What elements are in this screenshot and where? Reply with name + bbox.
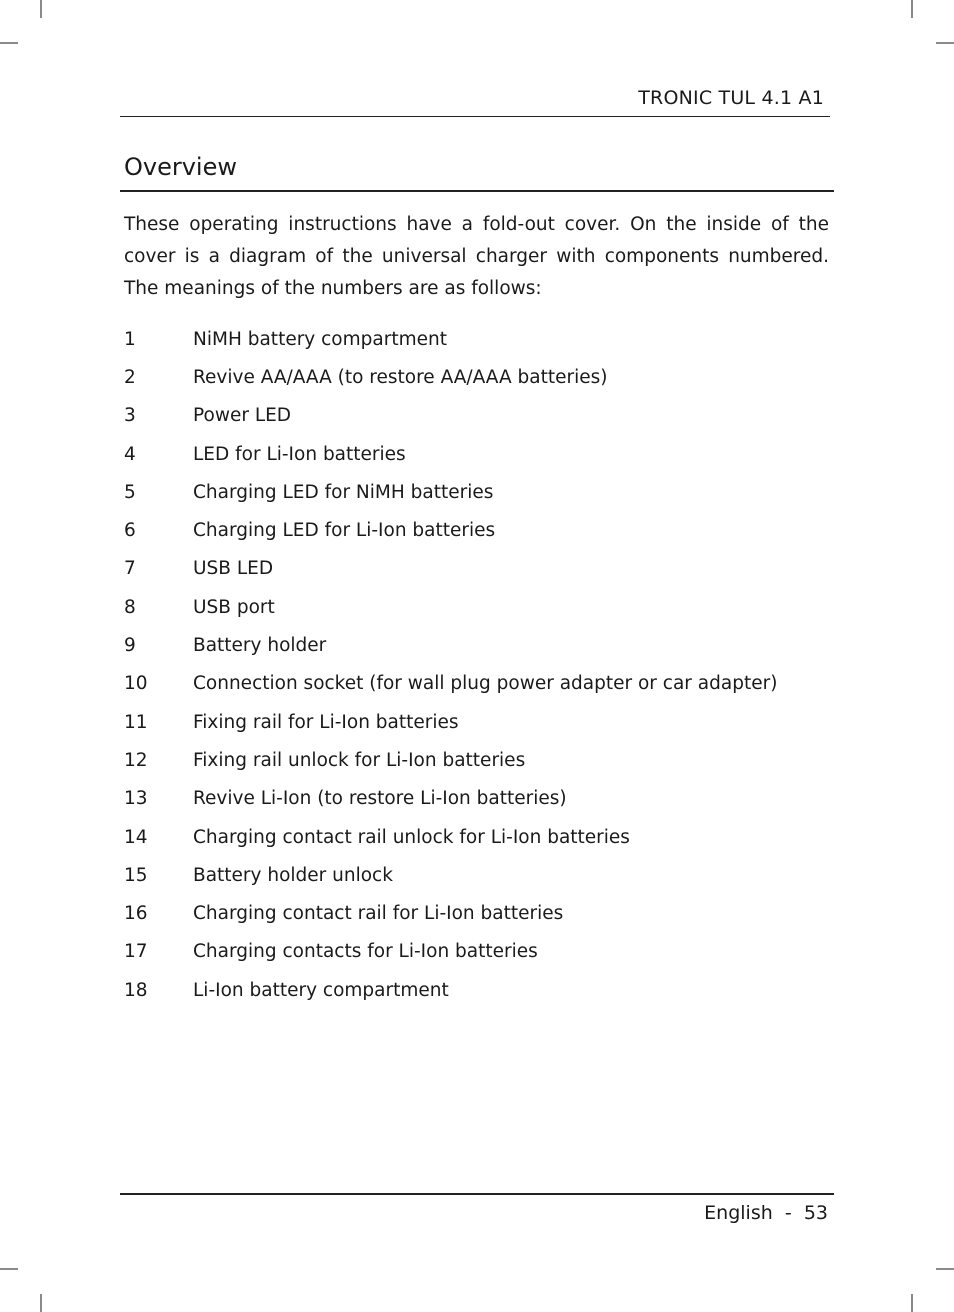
list-item (124, 665, 829, 703)
item-number: 4 (124, 443, 136, 465)
crop-mark-bottom-left-vertical (40, 1294, 42, 1312)
list-item (124, 550, 829, 588)
footer-language: English (704, 1202, 773, 1224)
item-number: 18 (124, 979, 148, 1001)
list-item (124, 703, 829, 741)
item-label: Fixing rail for Li-Ion batteries (193, 711, 459, 733)
crop-mark-top-right-vertical (911, 0, 913, 18)
list-item (124, 320, 829, 358)
footer-separator: - (784, 1202, 792, 1224)
item-label: USB port (193, 596, 275, 618)
item-number: 1 (124, 328, 136, 350)
crop-mark-bottom-left-horizontal (0, 1268, 18, 1270)
item-label: Battery holder unlock (193, 864, 393, 886)
list-item (124, 511, 829, 549)
item-number: 14 (124, 826, 148, 848)
item-label: Revive AA/AAA (to restore AA/AAA batteries) (193, 366, 608, 388)
item-number: 15 (124, 864, 148, 886)
item-label: Charging LED for Li-Ion batteries (193, 520, 496, 542)
crop-mark-bottom-right-horizontal (936, 1268, 954, 1270)
item-label: Revive Li-Ion (to restore Li-Ion batteries) (193, 788, 567, 810)
item-number: 16 (124, 903, 148, 925)
list-item (124, 435, 829, 473)
item-label: Connection socket (for wall plug power adapter or car adapter) (193, 673, 778, 695)
list-item (124, 358, 829, 396)
list-item (124, 894, 829, 932)
list-item (124, 626, 829, 664)
list-item (124, 473, 829, 511)
item-label: Charging contacts for Li-Ion batteries (193, 941, 538, 963)
list-item (124, 933, 829, 971)
item-label: USB LED (193, 558, 274, 580)
item-label: LED for Li-Ion batteries (193, 443, 406, 465)
item-label: Charging contact rail for Li-Ion batteries (193, 903, 564, 925)
list-item (124, 588, 829, 626)
list-item (124, 856, 829, 894)
item-number: 9 (124, 635, 136, 657)
item-label: Fixing rail unlock for Li-Ion batteries (193, 749, 526, 771)
item-number: 17 (124, 941, 148, 963)
section-divider (120, 190, 834, 192)
list-item (124, 397, 829, 435)
list-item (124, 741, 829, 779)
intro-paragraph: These operating instructions have a fold-out cover. On the inside of the cover is a diagram of the universal charger with components numbered. The meanings of the numbers are as follows: (124, 214, 829, 299)
section-title: Overview (124, 153, 237, 181)
list-item (124, 780, 829, 818)
item-label: Charging contact rail unlock for Li-Ion batteries (193, 826, 630, 848)
parts-list (124, 320, 829, 1009)
item-number: 11 (124, 711, 148, 733)
list-item (124, 971, 829, 1009)
item-label: Battery holder (193, 635, 327, 657)
page-footer (704, 1202, 828, 1224)
footer-divider (120, 1193, 834, 1195)
page-number: 53 (803, 1202, 828, 1224)
item-number: 7 (124, 558, 136, 580)
running-header-title: TRONIC TUL 4.1 A1 (638, 87, 824, 109)
item-label: Li-Ion battery compartment (193, 979, 449, 1001)
item-number: 2 (124, 366, 136, 388)
list-item (124, 818, 829, 856)
crop-mark-top-left-horizontal (0, 42, 18, 44)
item-number: 12 (124, 749, 148, 771)
item-number: 3 (124, 405, 136, 427)
item-number: 6 (124, 520, 136, 542)
item-number: 13 (124, 788, 148, 810)
crop-mark-top-left-vertical (40, 0, 42, 18)
item-number: 5 (124, 481, 136, 503)
header-divider (120, 116, 830, 117)
item-label: Charging LED for NiMH batteries (193, 481, 494, 503)
item-number: 10 (124, 673, 148, 695)
crop-mark-bottom-right-vertical (911, 1294, 913, 1312)
item-label: NiMH battery compartment (193, 328, 447, 350)
item-number: 8 (124, 596, 136, 618)
crop-mark-top-right-horizontal (936, 42, 954, 44)
item-label: Power LED (193, 405, 292, 427)
